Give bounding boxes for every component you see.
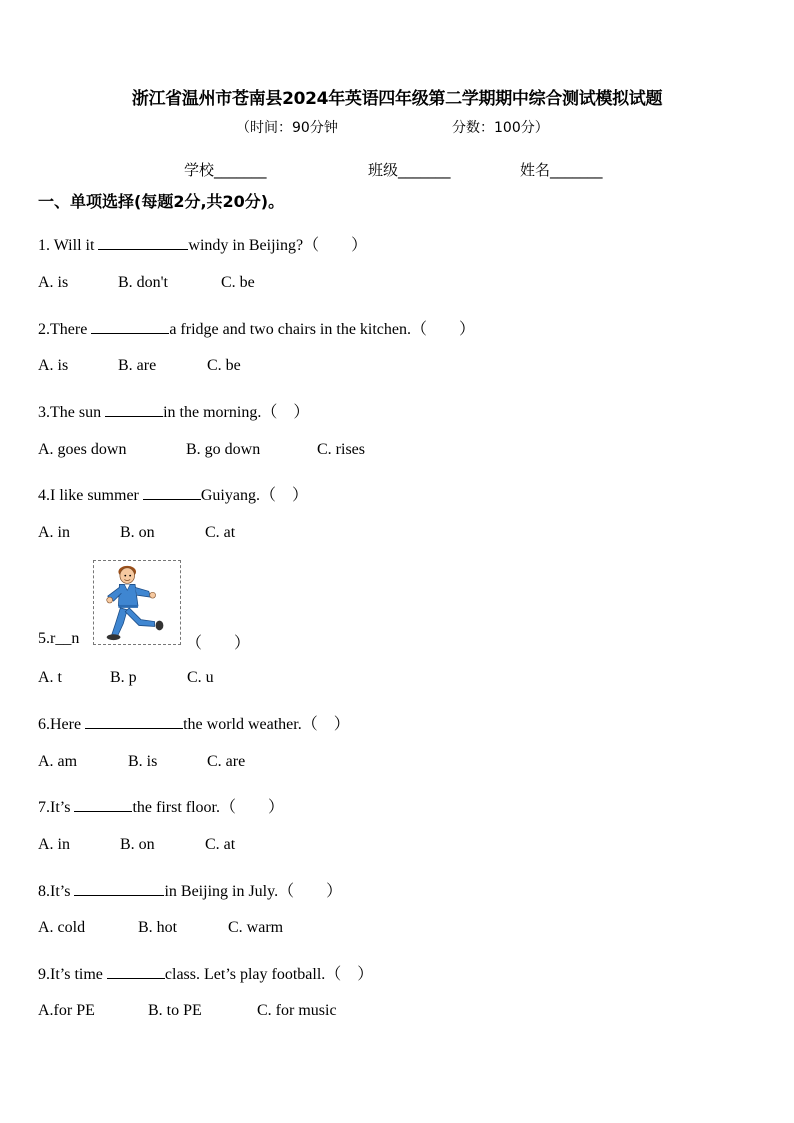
- question-1-prefix: 1. Will it: [38, 237, 95, 254]
- question-6-suffix: the world weather.（ ）: [183, 716, 350, 733]
- option-a[interactable]: A. goes down: [38, 441, 127, 458]
- option-a[interactable]: A.for PE: [38, 1002, 95, 1019]
- question-4-suffix: Guiyang.（ ）: [200, 487, 308, 504]
- question-8-prefix: 8.It’s: [38, 883, 71, 900]
- option-c[interactable]: C. are: [207, 753, 246, 770]
- question-1: [38, 232, 367, 255]
- question-7-suffix: the first floor.（ ）: [132, 799, 284, 816]
- question-7-prefix: 7.It’s: [38, 799, 71, 816]
- option-c[interactable]: C. for music: [257, 1002, 337, 1019]
- answer-blank[interactable]: [105, 402, 163, 417]
- question-4-prefix: 4.I like summer: [38, 487, 139, 504]
- answer-blank[interactable]: [74, 881, 164, 896]
- class-field[interactable]: 班级_______: [368, 161, 451, 179]
- option-b[interactable]: B. go down: [186, 441, 261, 458]
- option-b[interactable]: B. don't: [118, 274, 168, 291]
- running-boy-image: [93, 560, 181, 645]
- answer-blank[interactable]: [107, 964, 165, 979]
- question-3-prefix: 3.The sun: [38, 404, 102, 421]
- question-6: [38, 711, 350, 734]
- question-1-suffix: windy in Beijing?（ ）: [188, 237, 368, 254]
- exam-title: 浙江省温州市苍南县2024年英语四年级第二学期期中综合测试模拟试题: [131, 89, 663, 109]
- section-title: 一、单项选择(每题2分,共20分)。: [38, 192, 285, 211]
- option-a[interactable]: A. is: [38, 357, 69, 374]
- question-7: [38, 794, 284, 817]
- option-b[interactable]: B. p: [110, 669, 137, 686]
- question-5: [38, 630, 79, 648]
- option-a[interactable]: A. t: [38, 669, 62, 686]
- school-field[interactable]: 学校_______: [184, 161, 267, 179]
- question-9-suffix: class. Let’s play football.（ ）: [164, 966, 374, 983]
- answer-blank[interactable]: [91, 319, 169, 334]
- question-2-suffix: a fridge and two chairs in the kitchen.（ ）: [169, 321, 476, 338]
- option-b[interactable]: B. on: [120, 836, 155, 853]
- question-8-suffix: in Beijing in July.（ ）: [164, 883, 343, 900]
- exam-time: （时间：90分钟: [236, 120, 338, 136]
- answer-blank[interactable]: [98, 235, 188, 250]
- question-4: [38, 482, 308, 505]
- option-a[interactable]: A. cold: [38, 919, 86, 936]
- question-2-prefix: 2.There: [38, 321, 88, 338]
- question-9-prefix: 9.It’s time: [38, 966, 103, 983]
- answer-blank[interactable]: [74, 797, 132, 812]
- question-5-suffix: （ ）: [186, 635, 251, 652]
- option-c[interactable]: C. at: [205, 524, 236, 541]
- option-a[interactable]: A. am: [38, 753, 78, 770]
- option-c[interactable]: C. warm: [228, 919, 284, 936]
- question-3-suffix: in the morning.（ ）: [163, 404, 310, 421]
- name-field[interactable]: 姓名_______: [520, 161, 603, 179]
- option-b[interactable]: B. to PE: [148, 1002, 202, 1019]
- question-5-prefix: 5.r__n: [38, 630, 80, 647]
- option-b[interactable]: B. is: [128, 753, 158, 770]
- option-a[interactable]: A. in: [38, 524, 70, 541]
- question-9: [38, 961, 373, 984]
- question-2: [38, 316, 475, 339]
- exam-score: 分数：100分）: [452, 120, 549, 136]
- question-3: [38, 399, 309, 422]
- answer-blank[interactable]: [85, 714, 183, 729]
- option-b[interactable]: B. on: [120, 524, 155, 541]
- option-a[interactable]: A. in: [38, 836, 70, 853]
- question-5-answer: [186, 630, 250, 653]
- option-c[interactable]: C. rises: [317, 441, 365, 458]
- option-b[interactable]: B. hot: [138, 919, 178, 936]
- running-boy-icon: [94, 561, 180, 644]
- question-8: [38, 878, 342, 901]
- option-c[interactable]: C. at: [205, 836, 236, 853]
- question-6-prefix: 6.Here: [38, 716, 82, 733]
- option-b[interactable]: B. are: [118, 357, 157, 374]
- answer-blank[interactable]: [143, 485, 201, 500]
- option-c[interactable]: C. be: [207, 357, 241, 374]
- option-c[interactable]: C. u: [187, 669, 214, 686]
- option-c[interactable]: C. be: [221, 274, 255, 291]
- option-a[interactable]: A. is: [38, 274, 69, 291]
